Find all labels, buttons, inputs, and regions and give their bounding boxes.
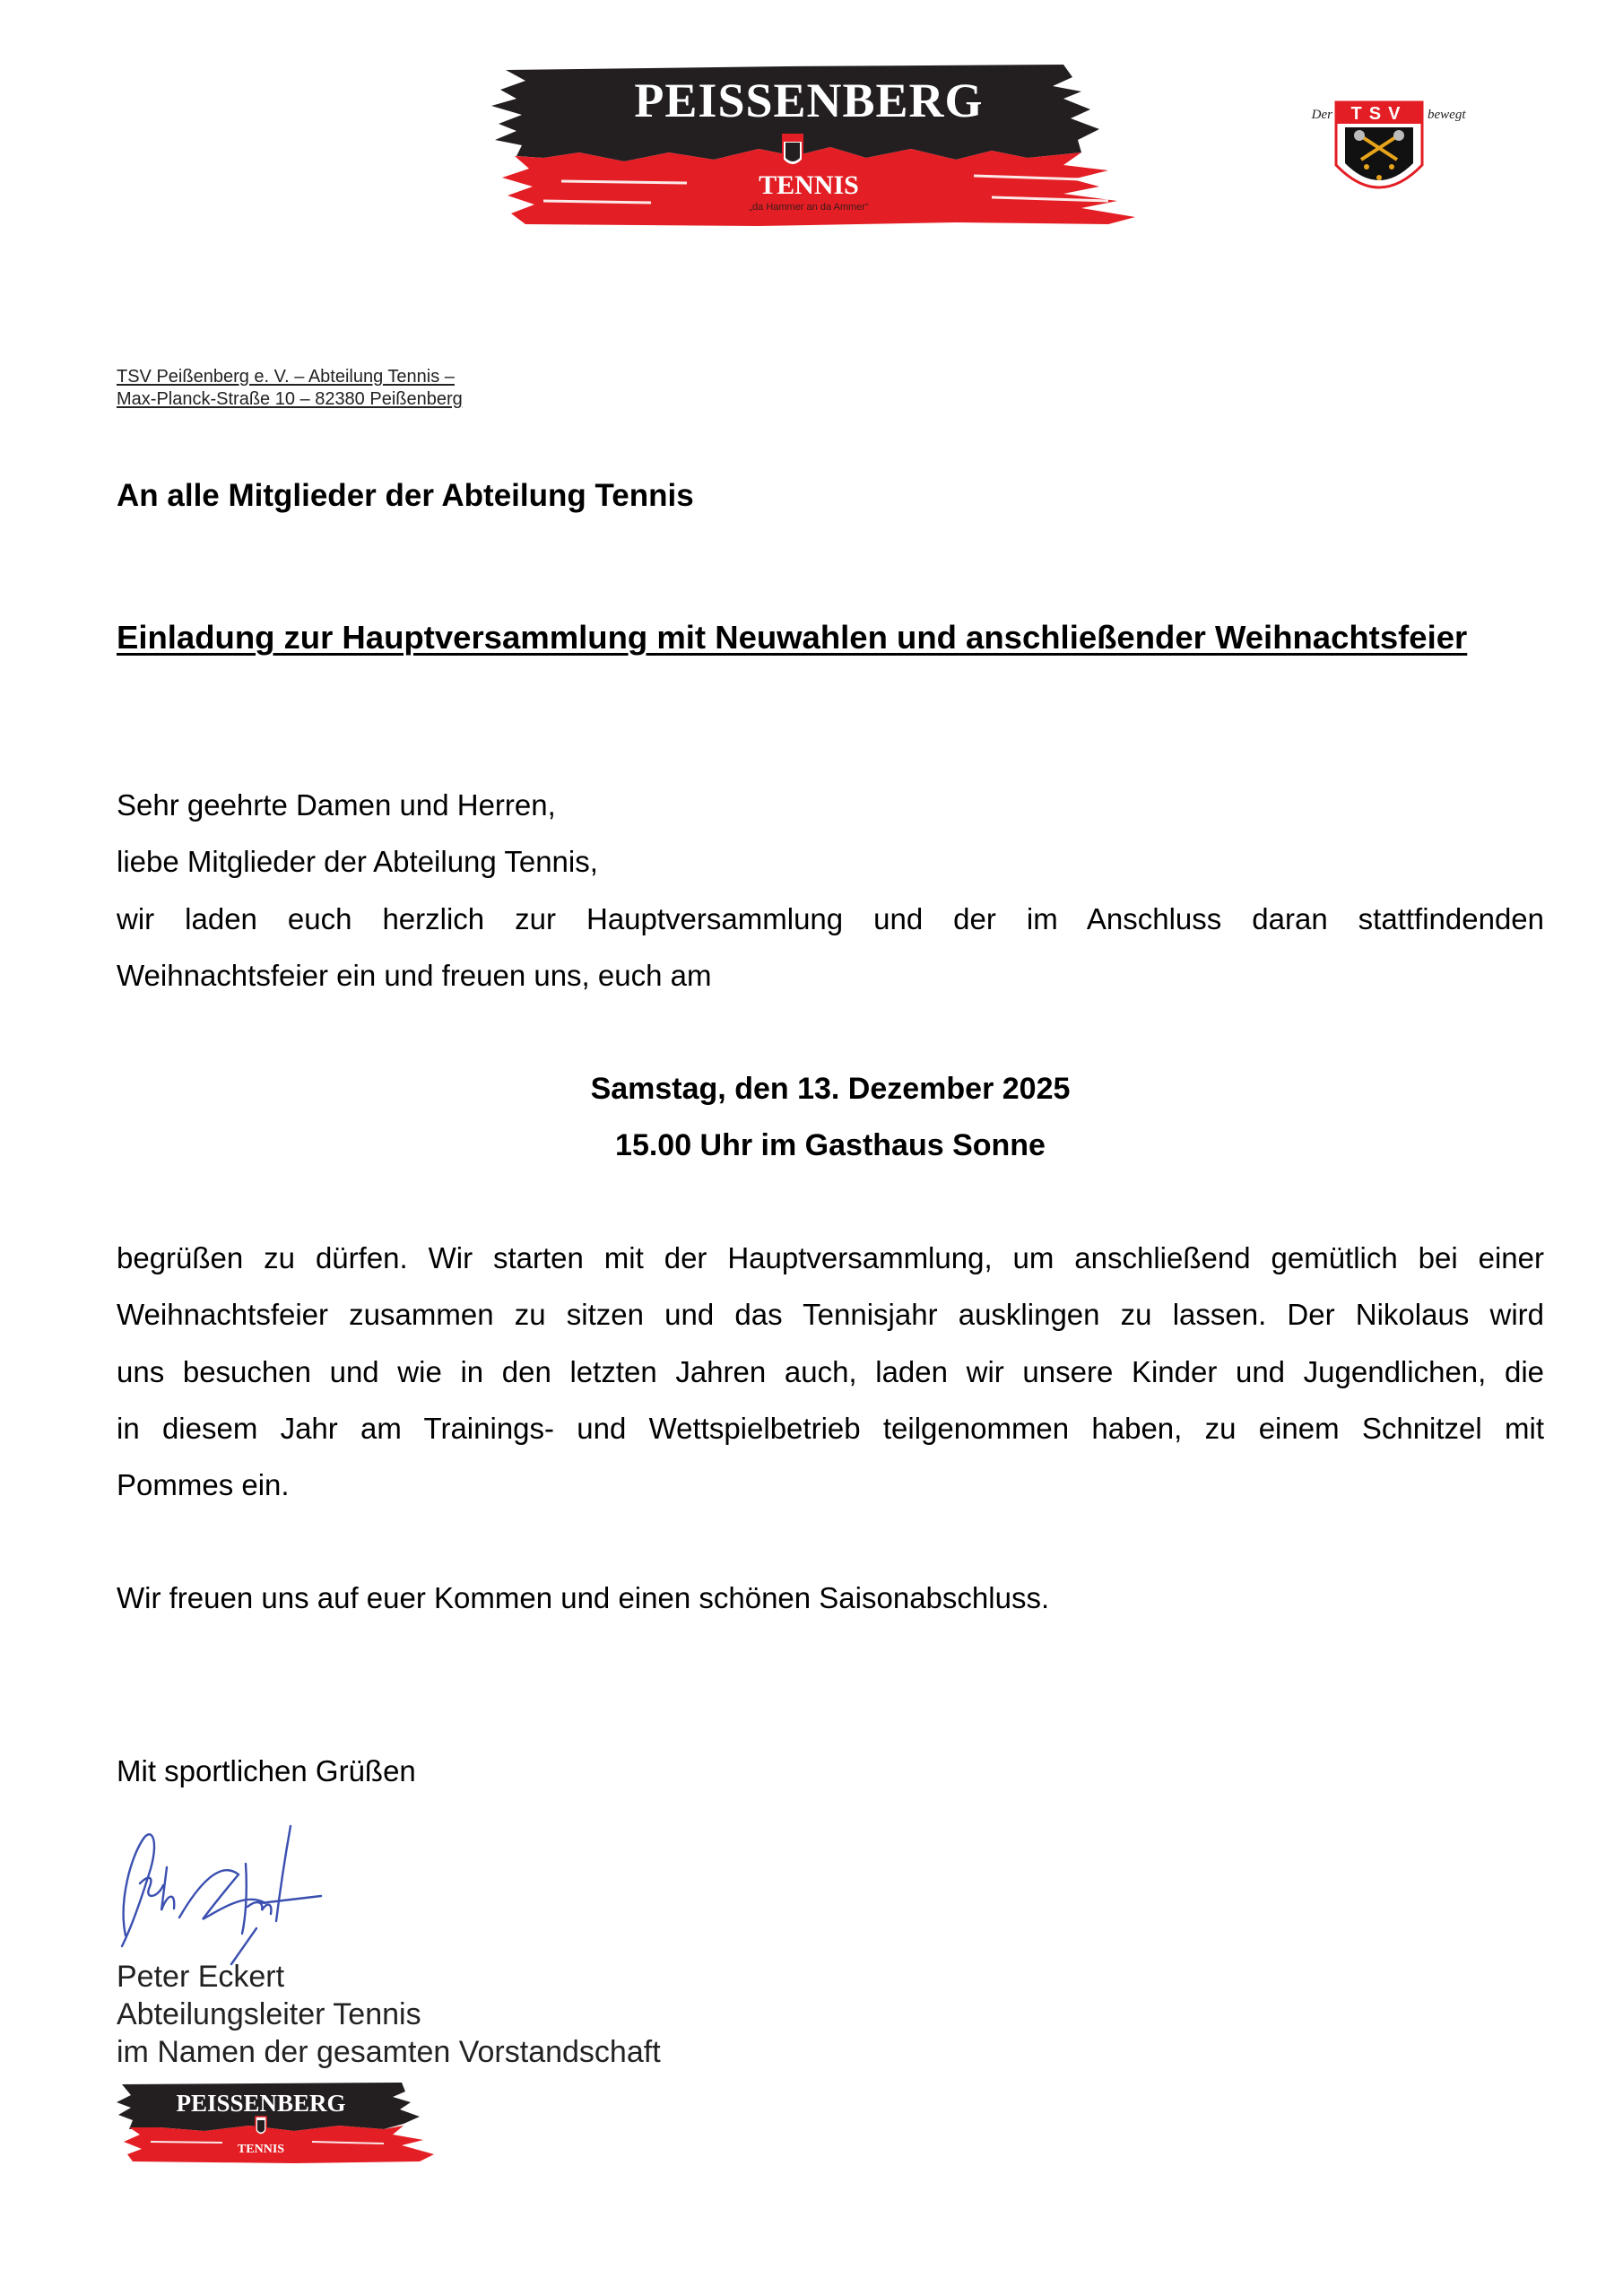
body-line: uns besuchen und wie in den letzten Jahren auch, laden wir unsere Kinder und Jugendlichen, die bbox=[117, 1354, 1544, 1388]
body-line: Pommes ein. bbox=[117, 1468, 290, 1502]
footer-logo-title: PEISSENBERG bbox=[176, 2090, 346, 2117]
handwritten-signature bbox=[113, 1821, 337, 1973]
logo-slogan: „da Hammer an da Ammer“ bbox=[749, 202, 869, 213]
logo-subtitle: TENNIS bbox=[759, 170, 859, 200]
badge-suffix: bewegt bbox=[1428, 108, 1466, 122]
salutation-line: liebe Mitglieder der Abteilung Tennis, bbox=[117, 845, 598, 879]
logo-graphic bbox=[490, 59, 1135, 237]
signer-note: im Namen der gesamten Vorstandschaft bbox=[117, 2035, 661, 2069]
tsv-badge-logo bbox=[1302, 93, 1481, 201]
peissenberg-tennis-logo bbox=[490, 59, 1135, 237]
sender-line-2: Max-Planck-Straße 10 – 82380 Peißenberg bbox=[117, 389, 463, 409]
tsv-crest-icon bbox=[783, 135, 803, 165]
event-details bbox=[117, 1061, 1544, 1174]
body-line: in diesem Jahr am Trainings- und Wettspielbetrieb teilgenommen haben, zu einem Schnitzel mit bbox=[117, 1411, 1544, 1445]
sender-address bbox=[117, 366, 463, 411]
logo-title: PEISSENBERG bbox=[634, 74, 984, 127]
closing-paragraph: Wir freuen uns auf euer Kommen und einen schönen Saisonabschluss. bbox=[117, 1581, 1050, 1614]
signer-name: Peter Eckert bbox=[117, 1960, 285, 1994]
salutation-line: Sehr geehrte Damen und Herren, bbox=[117, 788, 556, 822]
body-line: wir laden euch herzlich zur Hauptversammlung und der im Anschluss daran stattfindenden bbox=[117, 901, 1544, 935]
signer-role: Abteilungsleiter Tennis bbox=[117, 1997, 421, 2031]
footer-logo-subtitle: TENNIS bbox=[237, 2143, 285, 2156]
badge-name: TSV bbox=[1350, 104, 1408, 124]
closing-greeting: Mit sportlichen Grüßen bbox=[117, 1754, 416, 1787]
body-line: Weihnachtsfeier zusammen zu sitzen und das Tennisjahr ausklingen zu lassen. Der Nikolaus wird bbox=[117, 1298, 1544, 1332]
recipient-heading: An alle Mitglieder der Abteilung Tennis bbox=[117, 478, 694, 513]
event-time-place: 15.00 Uhr im Gasthaus Sonne bbox=[615, 1128, 1046, 1162]
salutation-block bbox=[117, 777, 1544, 1004]
sender-line-1: TSV Peißenberg e. V. – Abteilung Tennis – bbox=[117, 367, 455, 387]
event-date: Samstag, den 13. Dezember 2025 bbox=[590, 1072, 1071, 1106]
body-line: Weihnachtsfeier ein und freuen uns, euch am bbox=[117, 958, 712, 992]
body-line: begrüßen zu dürfen. Wir starten mit der Hauptversammlung, um anschließend gemütlich bei einer bbox=[117, 1241, 1544, 1274]
main-paragraph bbox=[117, 1230, 1544, 1513]
footer-logo bbox=[115, 2079, 438, 2169]
signer-block bbox=[117, 1958, 661, 2071]
subject-heading: Einladung zur Hauptversammlung mit Neuwahlen und anschließender Weihnachtsfeier bbox=[117, 619, 1468, 656]
badge-prefix: Der bbox=[1311, 108, 1332, 122]
